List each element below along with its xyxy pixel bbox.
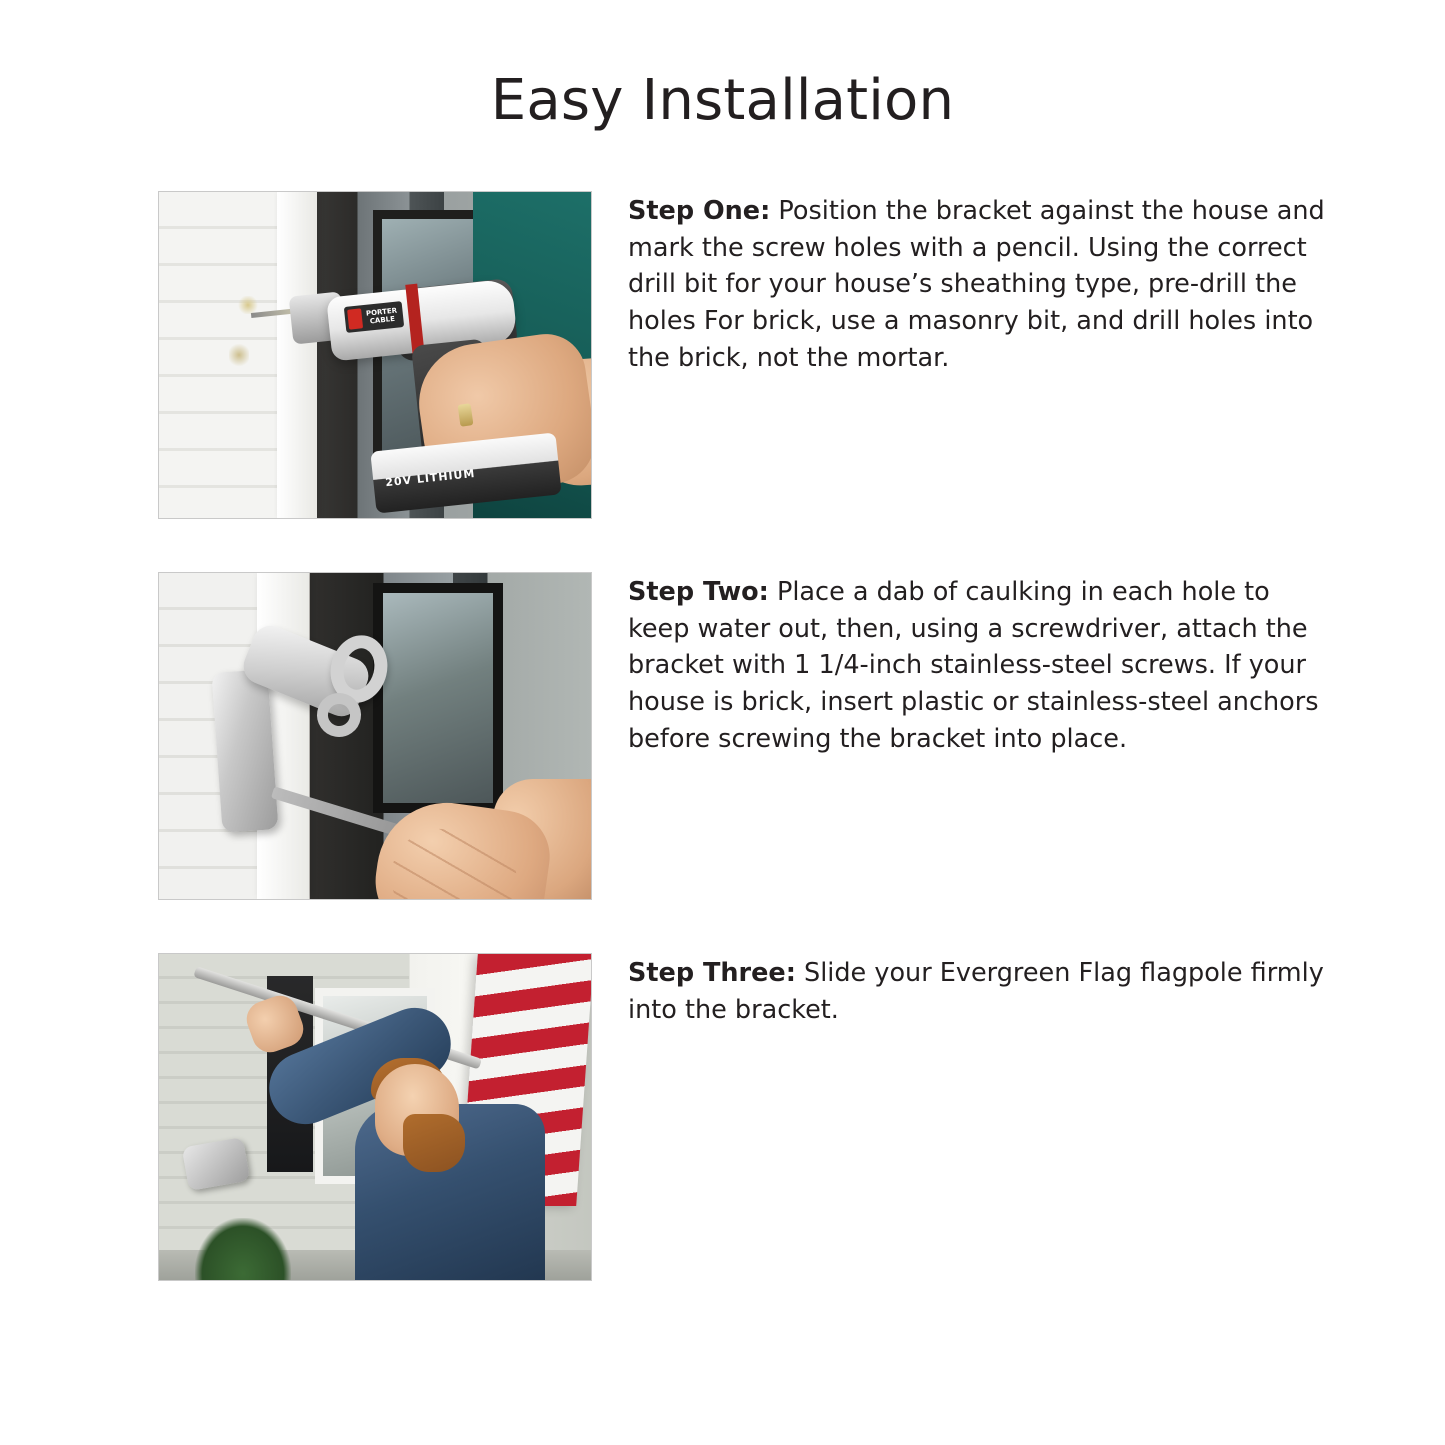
step-two-label: Step Two:: [628, 577, 769, 607]
steps-list: [0, 191, 1445, 1281]
step-row-one: [158, 191, 1325, 519]
step-row-two: [158, 572, 1325, 900]
drill-brand-label: PORTER CABLE: [365, 306, 398, 326]
step-three-body: Slide your Evergreen Flag flagpole firmly into the bracket.: [628, 958, 1324, 1025]
step-row-three: [158, 953, 1325, 1281]
photo-sliding-flagpole-into-bracket: [158, 953, 592, 1281]
photo-attaching-bracket-with-screwdriver: [158, 572, 592, 900]
step-two-text: [628, 572, 1325, 758]
step-one-label: Step One:: [628, 196, 771, 226]
step-two-body: Place a dab of caulking in each hole to keep water out, then, using a screwdriver, attach the bracket with 1 1/4-inch stainless-steel screws. If your house is brick, insert plastic or stainless-steel anchors before screwing the bracket into place.: [628, 577, 1319, 754]
step-one-body: Position the bracket against the house and mark the screw holes with a pencil. Using the correct drill bit for your house’s sheathing type, pre-drill the holes For brick, use a masonry bit, and drill holes into the brick, not the mortar.: [628, 196, 1325, 373]
battery-label: 20V LITHIUM: [384, 466, 477, 490]
page-title: Easy Installation: [490, 68, 955, 133]
step-three-text: [628, 953, 1325, 1028]
photo-drilling-hole-in-siding: [158, 191, 592, 519]
step-one-text: [628, 191, 1325, 377]
step-three-label: Step Three:: [628, 958, 796, 988]
